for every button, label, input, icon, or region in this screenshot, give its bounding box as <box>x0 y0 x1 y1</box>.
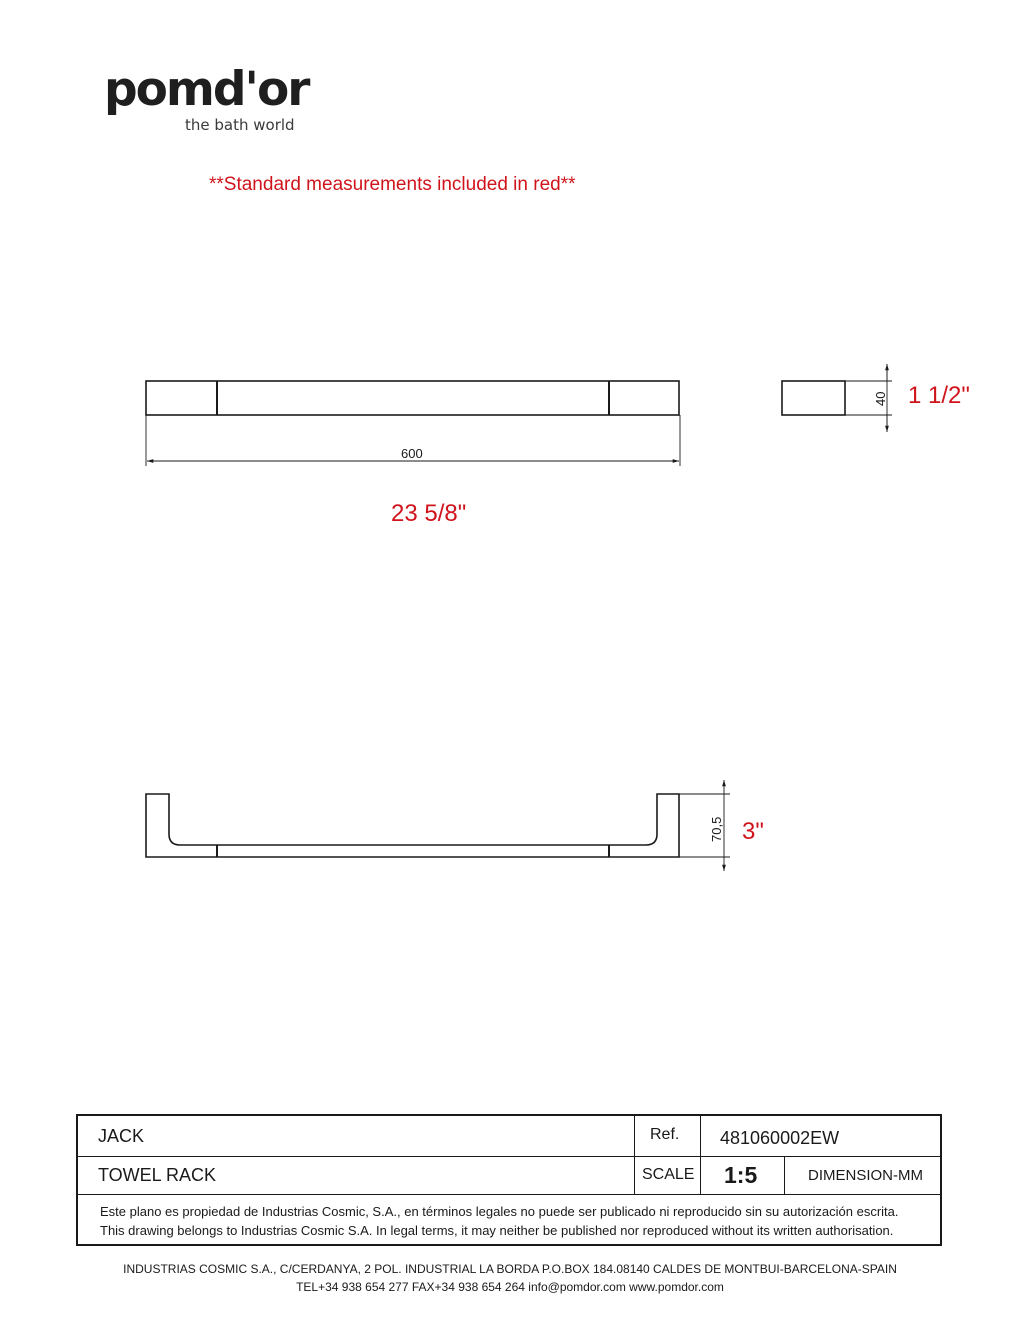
ref-label: Ref. <box>650 1126 680 1143</box>
title-block-col-divider-2 <box>700 1116 701 1194</box>
height-mm-label: 70,5 <box>709 816 724 842</box>
height-inch-label: 3" <box>742 818 764 845</box>
ref-value: 481060002EW <box>720 1128 840 1148</box>
depth-mm-label: 40 <box>873 391 888 406</box>
depth-inch-label: 1 1/2" <box>908 382 970 409</box>
length-inch-label: 23 5/8" <box>391 500 467 527</box>
title-block-row-divider-2 <box>78 1194 942 1195</box>
scale-label: SCALE <box>642 1166 695 1183</box>
legal-notice-en: This drawing belongs to Industrias Cosmic S.A. In legal terms, it may neither be published nor reproduced without its written authorisation. <box>100 1223 894 1238</box>
legal-notice-es: Este plano es propiedad de Industrias Cosmic, S.A., en términos legales no puede ser publicado ni reproducido sin su autorización escrita. <box>100 1204 899 1219</box>
front-view-outline <box>146 794 679 857</box>
product-type: TOWEL RACK <box>98 1165 217 1185</box>
footer-address: INDUSTRIAS COSMIC S.A., C/CERDANYA, 2 POL. INDUSTRIAL LA BORDA P.O.BOX 184.08140 CALDES DE MONTBUI-BARCELONA-SPAIN <box>123 1262 897 1276</box>
front-view <box>146 780 730 871</box>
length-mm-label: 600 <box>401 446 423 461</box>
title-block <box>76 1114 942 1246</box>
title-block-row-divider-1 <box>78 1156 942 1157</box>
title-block-col-divider-1 <box>634 1116 635 1194</box>
logo-wordmark: pomd'or <box>104 62 309 117</box>
title-block-col-divider-3 <box>784 1156 785 1194</box>
footer-contact: TEL+34 938 654 277 FAX+34 938 654 264 info@pomdor.com www.pomdor.com <box>296 1280 724 1294</box>
scale-value: 1:5 <box>724 1162 758 1188</box>
end-view-outline <box>782 381 845 415</box>
units-label: DIMENSION-MM <box>808 1167 923 1184</box>
logo-tagline: the bath world <box>185 116 295 134</box>
measurement-notice: **Standard measurements included in red** <box>209 174 576 195</box>
top-view-outline <box>146 381 679 415</box>
product-name: JACK <box>98 1126 145 1146</box>
